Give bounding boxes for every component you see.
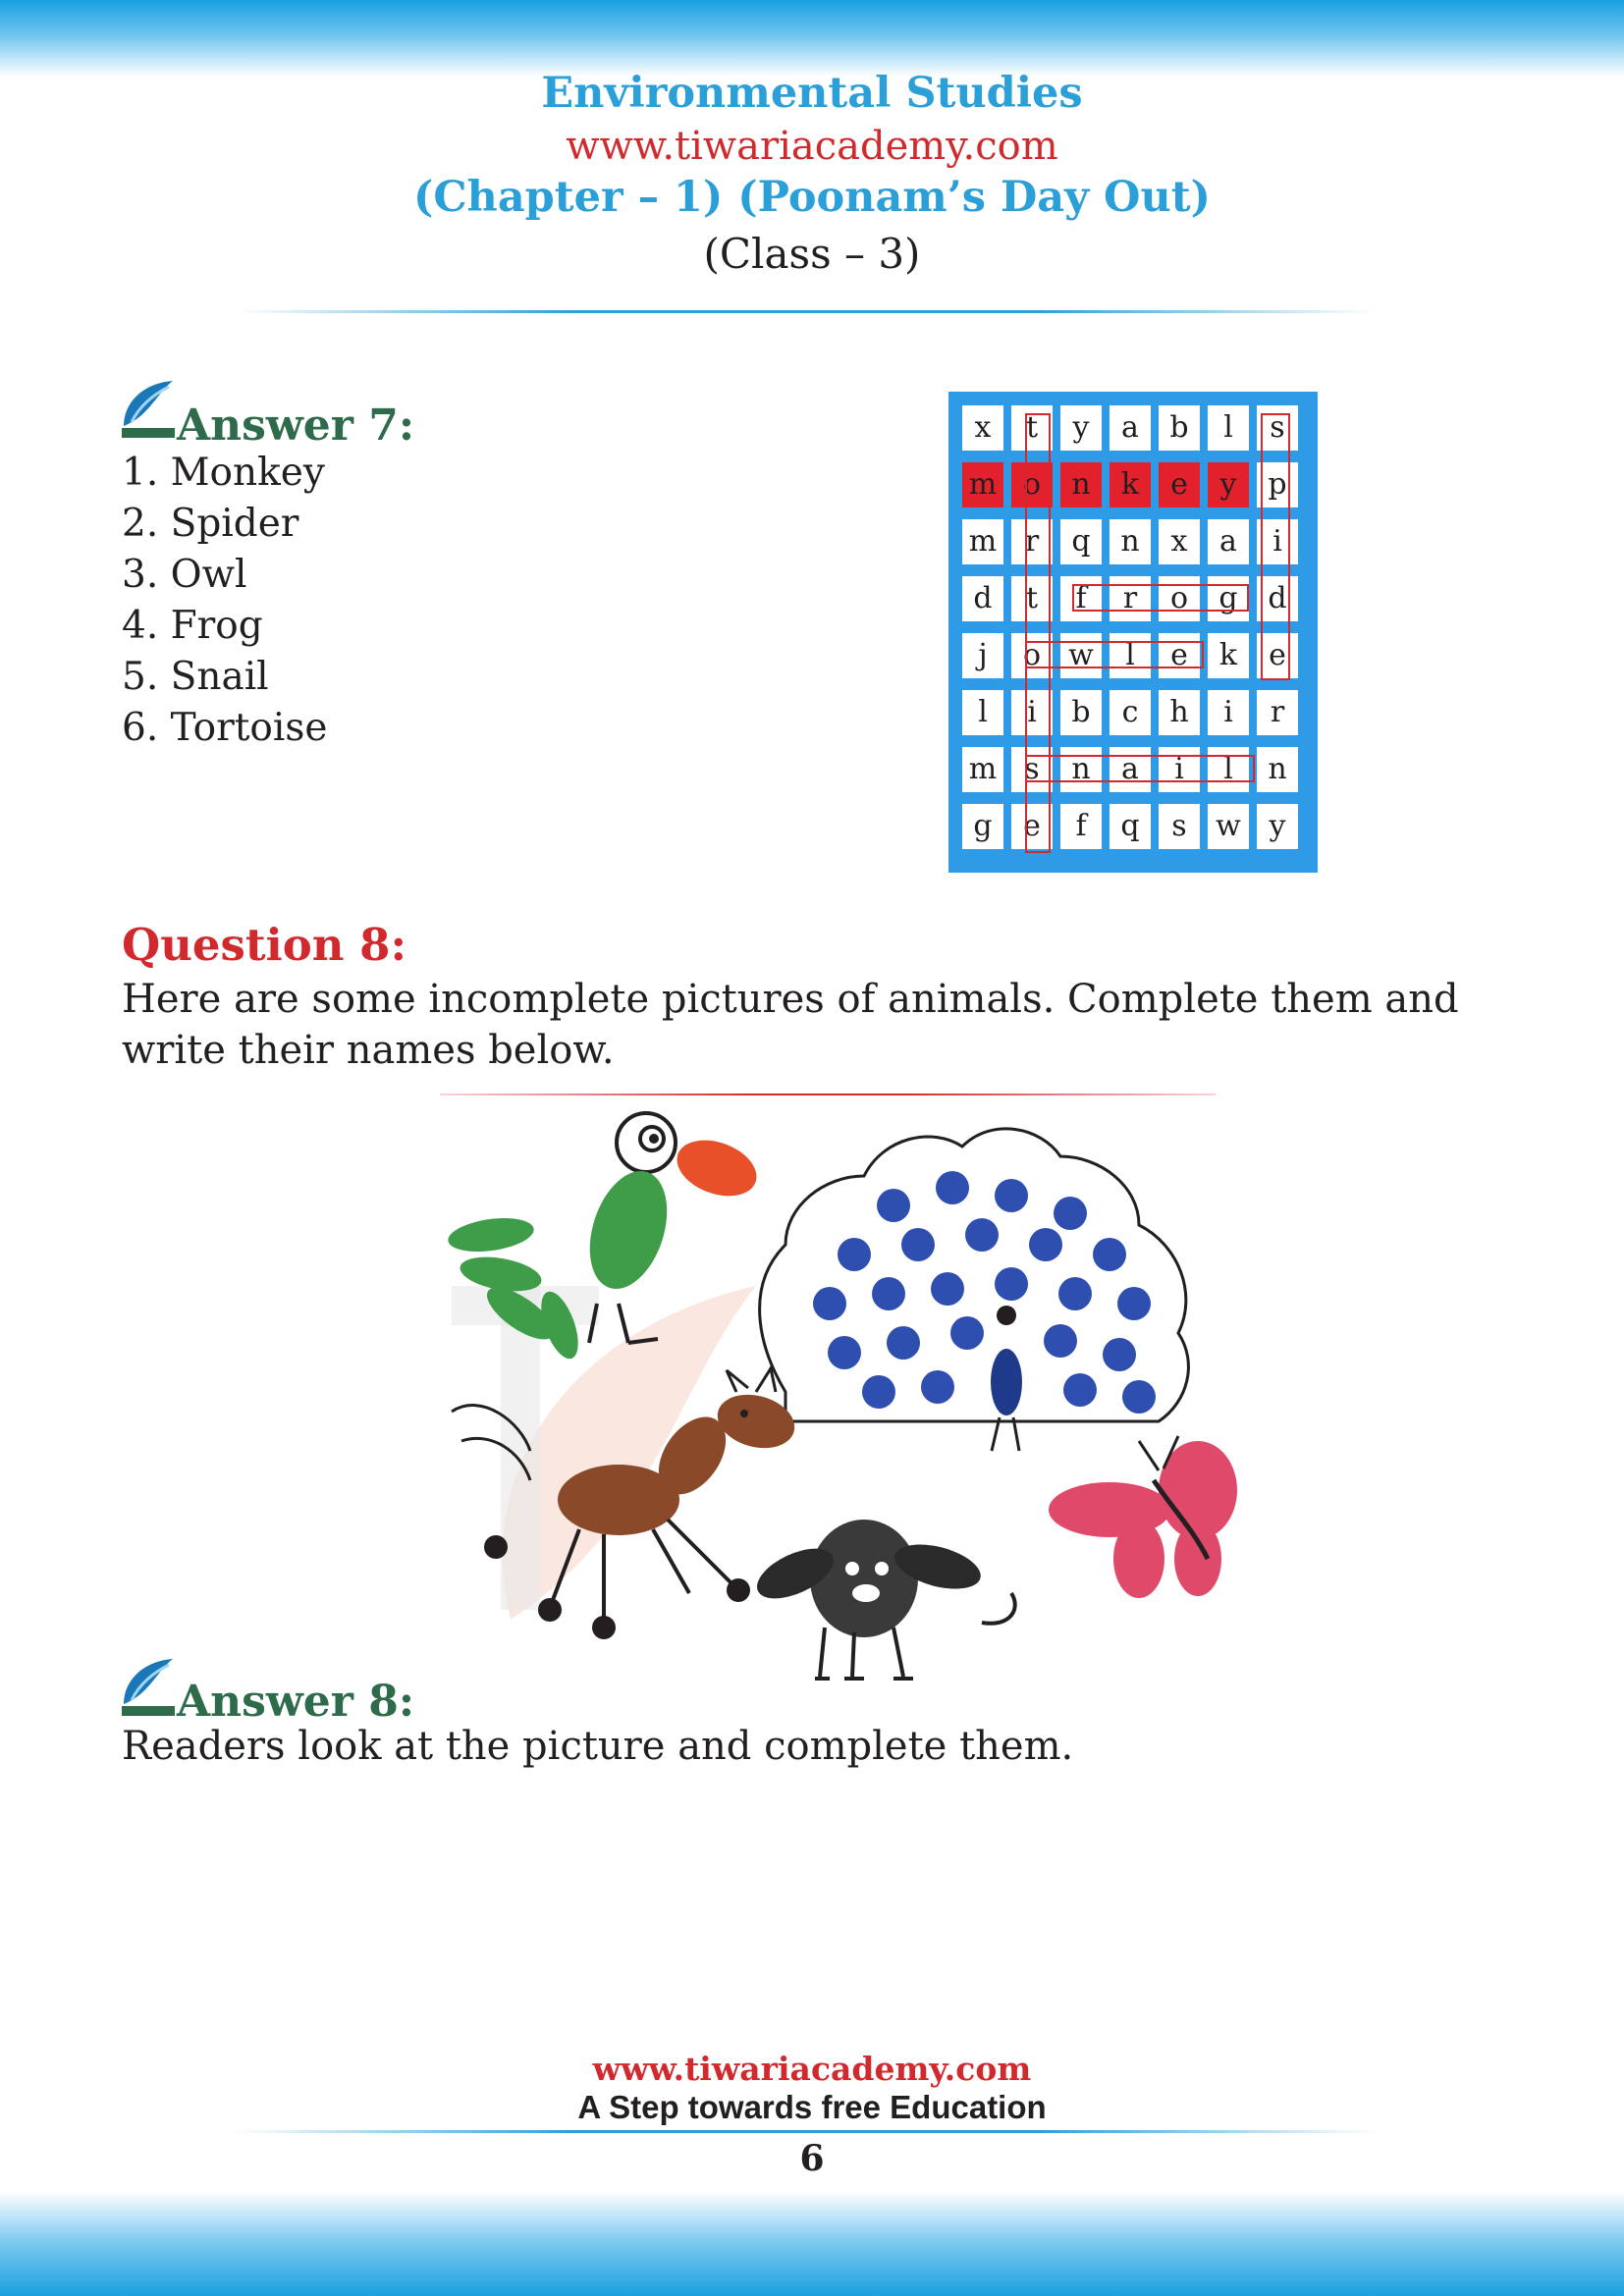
header-website[interactable]: www.tiwariacademy.com [566, 124, 1058, 169]
grid-cell: n [1060, 747, 1102, 792]
grid-cell: r [1110, 576, 1151, 621]
butterfly-icon [1049, 1436, 1237, 1598]
grid-cell: p [1257, 462, 1298, 507]
parrot-icon [446, 1113, 764, 1363]
grid-cell: d [1257, 576, 1298, 621]
answer-8-text: Readers look at the picture and complete them. [122, 1724, 1074, 1769]
horse-icon [452, 1368, 800, 1639]
grid-cell: n [1060, 462, 1102, 507]
list-item: 2. Spider [122, 502, 299, 546]
grid-cell: a [1110, 747, 1151, 792]
page-number: 6 [799, 2138, 825, 2179]
found-word-frog [1072, 584, 1249, 612]
grid-cell: n [1257, 747, 1298, 792]
grid-cell: g [1208, 576, 1249, 621]
answer-7-title: Answer 7: [177, 400, 415, 451]
grid-cell: l [1208, 747, 1249, 792]
grid-cell: l [1110, 633, 1151, 678]
chapter-title: (Chapter – 1) (Poonam’s Day Out) [412, 173, 1211, 222]
header-divider [236, 310, 1375, 313]
footer-band [0, 2191, 1624, 2296]
grid-cell: b [1060, 690, 1102, 735]
footer-website[interactable]: www.tiwariacademy.com [592, 2050, 1032, 2088]
found-word-tortoise [1025, 413, 1051, 853]
grid-cell: x [962, 405, 1003, 451]
grid-cell: k [1208, 633, 1249, 678]
grid-cell: i [1257, 519, 1298, 564]
found-word-snail [1025, 755, 1255, 782]
answer-8-title: Answer 8: [177, 1677, 415, 1727]
grid-cell: q [1110, 804, 1151, 849]
footer-tagline: A Step towards free Education [577, 2089, 1047, 2125]
grid-cell: f [1060, 576, 1102, 621]
grid-cell: b [1159, 405, 1200, 451]
grid-cell: c [1110, 690, 1151, 735]
grid-cell: i [1011, 690, 1053, 735]
grid-cell: i [1159, 747, 1200, 792]
grid-cell: r [1257, 690, 1298, 735]
grid-cell: h [1159, 690, 1200, 735]
grid-cell: x [1159, 519, 1200, 564]
grid-cell: s [1011, 747, 1053, 792]
grid-cell: q [1060, 519, 1102, 564]
grid-cell: e [1159, 462, 1200, 507]
grid-cell: w [1208, 804, 1249, 849]
grid-cell: s [1257, 405, 1298, 451]
grid-cell: e [1159, 633, 1200, 678]
word-search-grid [948, 392, 1318, 873]
grid-cell: e [1011, 804, 1053, 849]
grid-cell: a [1208, 519, 1249, 564]
grid-cell: m [962, 462, 1003, 507]
grid-cell: y [1257, 804, 1298, 849]
dog-icon [749, 1520, 1014, 1679]
grid-cell: i [1208, 690, 1249, 735]
grid-cell: m [962, 519, 1003, 564]
question-8-text: Here are some incomplete pictures of animals. Complete them and write their names below. [122, 977, 1459, 1073]
list-item: 4. Frog [122, 604, 263, 648]
grid-cell: y [1060, 405, 1102, 451]
grid-cell: y [1208, 462, 1249, 507]
tiwari-logo-icon [118, 377, 179, 442]
grid-cell: g [962, 804, 1003, 849]
grid-cell: m [962, 747, 1003, 792]
grid-cell: l [962, 690, 1003, 735]
grid-cell: d [962, 576, 1003, 621]
grid-cell: k [1110, 462, 1151, 507]
grid-cell: t [1011, 576, 1053, 621]
question-8-title: Question 8: [122, 919, 407, 971]
grid-cell: r [1011, 519, 1053, 564]
grid-cell: f [1060, 804, 1102, 849]
peacock-icon [760, 1129, 1189, 1451]
grid-cell: t [1011, 405, 1053, 451]
grid-cell: l [1208, 405, 1249, 451]
found-word-spider [1261, 413, 1290, 680]
class-label: (Class – 3) [703, 230, 921, 278]
list-item: 6. Tortoise [122, 706, 328, 750]
grid-cell: w [1060, 633, 1102, 678]
animal-fingerprint-illustration [432, 1097, 1276, 1698]
grid-cell: o [1011, 462, 1053, 507]
list-item: 3. Owl [122, 553, 247, 597]
list-item: 1. Monkey [122, 451, 325, 495]
grid-cell: o [1011, 633, 1053, 678]
grid-cell: j [962, 633, 1003, 678]
grid-cell: o [1159, 576, 1200, 621]
header-band [0, 0, 1624, 77]
grid-cell: s [1159, 804, 1200, 849]
question-divider [440, 1094, 1216, 1095]
grid-cell: n [1110, 519, 1151, 564]
grid-cell: e [1257, 633, 1298, 678]
list-item: 5. Snail [122, 655, 269, 699]
tiwari-logo-icon [118, 1655, 179, 1720]
answer-7-list [122, 448, 327, 754]
subject-title: Environmental Studies [541, 69, 1083, 118]
footer-divider [236, 2130, 1375, 2133]
found-word-owl [1025, 641, 1204, 668]
grid-cell: a [1110, 405, 1151, 451]
